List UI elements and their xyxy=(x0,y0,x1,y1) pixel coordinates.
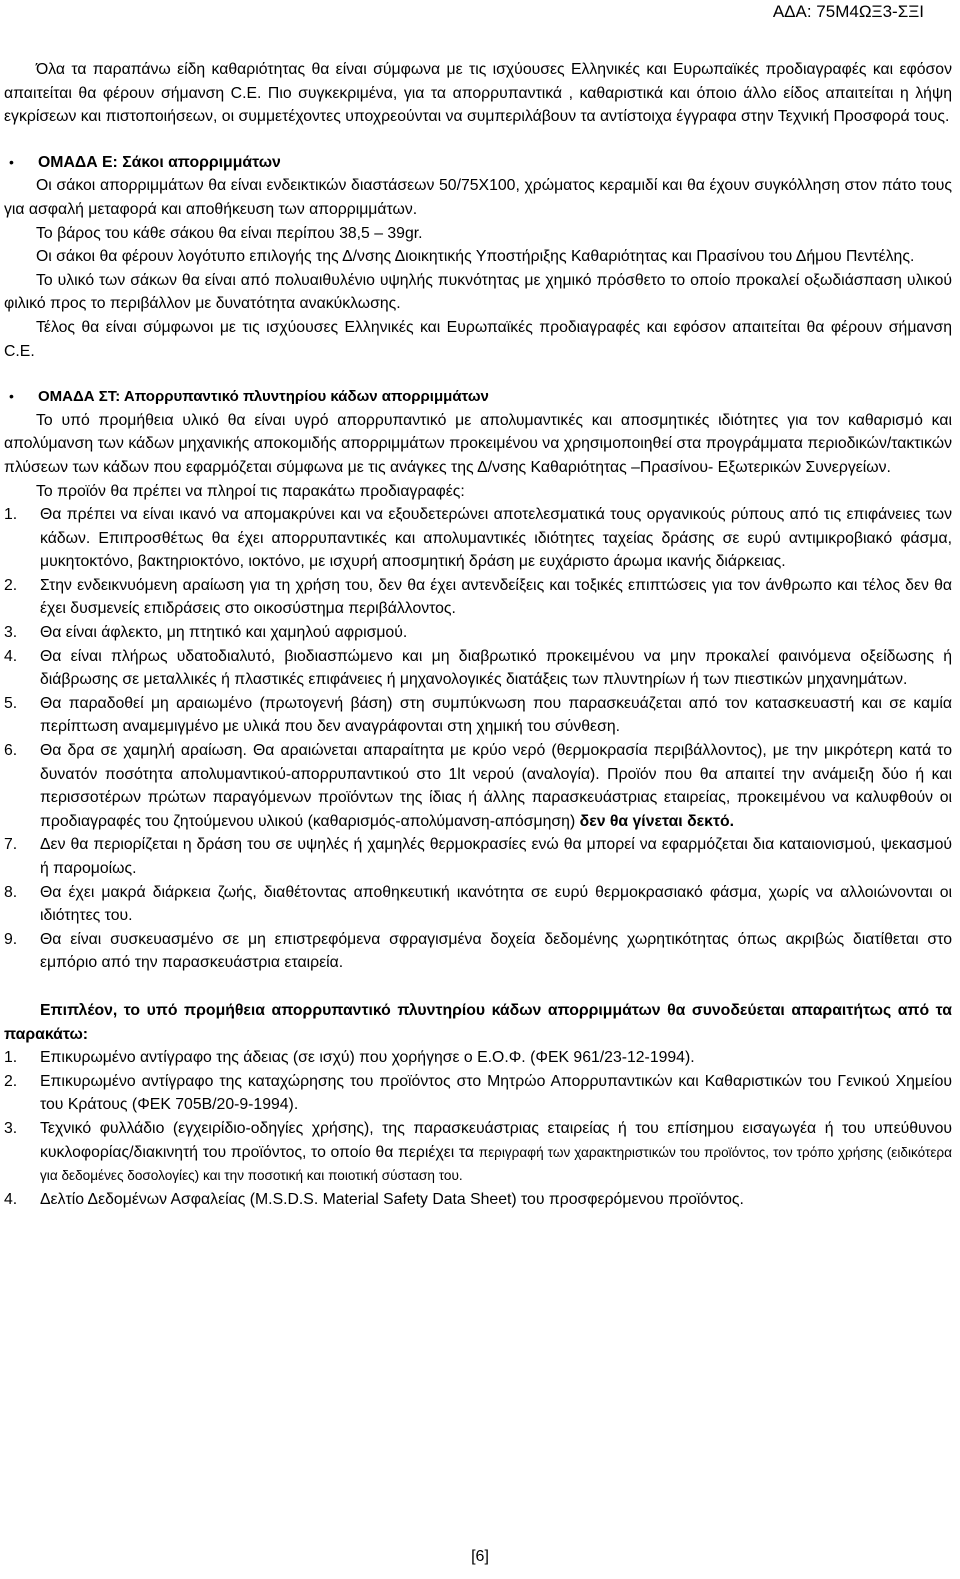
list-item xyxy=(4,1117,952,1188)
list-number: 2. xyxy=(4,576,18,594)
list-number: 3. xyxy=(4,1119,18,1137)
list-text-main: Θα δρα σε χαμηλή αραίωση. Θα αραιώνεται απαραίτητα με κρύο νερό (θερμοκρασία περιβάλλοντος), με την μικρότερη κατά το δυνατόν ποσότητα απολυμαντικού-απορρυπαντικού στο 1lt νερού (αναλογία). Προϊόν που θα απαιτεί την ανάμειξη δύο ή και περισσοτέρων πρώτων παραγόμενων προϊόντων της ίδιας ή άλλης παρασκευάστριας εταιρείας, προκειμένου να καλυφθούν οι προδιαγραφές του ζητούμενου υλικού (καθαρισμός-απολύμανση-απόσμηση) xyxy=(40,742,952,830)
group-e-paragraph-4: Το υλικό των σάκων θα είναι από πολυαιθυλένιο υψηλής πυκνότητας με χημικό πρόσθετο το οποίο προκαλεί οξωδιάσπαση υλικού φιλικό προς το περιβάλλον με δυνατότητα ανακύκλωσης. xyxy=(4,271,952,313)
intro-paragraph: Όλα τα παραπάνω είδη καθαριότητας θα είναι σύμφωνα με τις ισχύουσες Ελληνικές και Ευρωπαϊκές προδιαγραφές και εφόσον απαιτείται θα φέρουν σήμανση C.E. Πιο συγκεκριμένα, για τα απορρυπαντικά , καθαριστικά και όποιο άλλο είδος απαιτείται η λήψη εγκρίσεων και πιστοποιήσεων, οι συμμετέχοντες υποχρεούνται να συμπεριλάβουν τα αντίστοιχα έγγραφα στην Τεχνική Προσφορά τους. xyxy=(4,61,952,126)
list-item xyxy=(4,1188,952,1212)
list-item xyxy=(4,881,952,928)
group-e-paragraph-5: Τέλος θα είναι σύμφωνοι με τις ισχύουσες Ελληνικές και Ευρωπαϊκές προδιαγραφές και εφόσον απαιτείται θα φέρουν σήμανση C.E. xyxy=(4,318,952,360)
list-text xyxy=(40,739,952,833)
list-text: Στην ενδεικνυόμενη αραίωση για τη χρήση του, δεν θα έχει αντενδείξεις και τοξικές επιπτώσεις για τον άνθρωπο και τέλος δεν θα έχει δυσμενείς επιδράσεις στο οικοσύστημα περιβάλλοντος. xyxy=(40,576,952,618)
group-st-paragraph-2: Το προϊόν θα πρέπει να πληροί τις παρακάτω προδιαγραφές: xyxy=(36,482,465,500)
group-e-heading xyxy=(4,151,952,175)
list-text: Θα έχει μακρά διάρκεια ζωής, διαθέτοντας αποθηκευτική ικανότητα σε ευρύ θερμοκρασιακό φάσμα, χωρίς να αλλοιώνονται οι ιδιότητες του. xyxy=(40,883,952,925)
group-st-heading xyxy=(4,385,952,409)
list-number: 9. xyxy=(4,930,18,948)
ada-code: ΑΔΑ: 75Μ4ΩΞ3-ΣΞΙ xyxy=(772,2,924,21)
list-item xyxy=(4,574,952,621)
list-text: Θα είναι άφλεκτο, μη πτητικό και χαμηλού αφρισμού. xyxy=(40,624,408,642)
list-text: Δελτίο Δεδομένων Ασφαλείας (M.S.D.S. Material Safety Data Sheet) του προσφερόμενου προϊόντος. xyxy=(40,1190,744,1208)
list-text-bold: δεν θα γίνεται δεκτό. xyxy=(579,812,735,830)
additional-heading: Επιπλέον, το υπό προμήθεια απορρυπαντικό πλυντηρίου κάδων απορριμμάτων θα συνοδεύεται απαραιτήτως από τα παρακάτω: xyxy=(4,1001,952,1043)
list-item xyxy=(4,1070,952,1117)
list-item xyxy=(4,1046,952,1070)
list-text: Επικυρωμένο αντίγραφο της καταχώρησης του προϊόντος στο Μητρώο Απορρυπαντικών και Καθαριστικών του Γενικού Χημείου του Κράτους (ΦΕΚ 705Β/20-9-1994). xyxy=(40,1072,952,1114)
list-text: Θα παραδοθεί μη αραιωμένο (πρωτογενή βάση) στη συμπύκνωση που παρασκευάζεται από τον κατασκευαστή και σε καμία περίπτωση αναμεμιγμένο με υλικά που δεν αναγράφονται στη χημική του σύνθεση. xyxy=(40,694,952,736)
spec-list xyxy=(4,503,952,975)
list-item xyxy=(4,833,952,880)
list-text: Θα είναι πλήρως υδατοδιαλυτό, βιοδιασπώμενο και μη διαβρωτικό προκειμένου να μην προκαλεί φαινόμενα οξείδωσης ή διάβρωσης σε μεταλλικές ή πλαστικές επιφάνειες ή μηχανολογικές διατάξεις των πλυντηρίων ή των πιεστικών μηχανημάτων. xyxy=(40,647,952,689)
list-item xyxy=(4,503,952,574)
list-number: 8. xyxy=(4,883,18,901)
documents-list xyxy=(4,1046,952,1211)
group-e-paragraph-2: Το βάρος του κάθε σάκου θα είναι περίπου 38,5 – 39gr. xyxy=(36,224,423,242)
list-item xyxy=(4,739,952,833)
list-number: 4. xyxy=(4,1190,18,1208)
list-number: 4. xyxy=(4,647,18,665)
list-item xyxy=(4,692,952,739)
list-number: 2. xyxy=(4,1072,18,1090)
list-number: 7. xyxy=(4,836,18,854)
list-number: 1. xyxy=(4,506,18,524)
list-item xyxy=(4,928,952,975)
list-text-small: περιγραφή των χαρακτηριστικών του προϊόντος, τον τρόπο χρήσης (ειδικότερα για δεδομένες δοσολογίες) και την ποσοτική και ποιοτική σύσταση του. xyxy=(40,1144,952,1184)
list-number: 5. xyxy=(4,694,18,712)
bullet-icon: • xyxy=(9,388,14,405)
group-e-paragraph-3: Οι σάκοι θα φέρουν λογότυπο επιλογής της Δ/νσης Διοικητικής Υποστήριξης Καθαριότητας και Πρασίνου του Δήμου Πεντέλης. xyxy=(36,248,915,266)
list-text xyxy=(40,1117,952,1188)
list-number: 6. xyxy=(4,742,18,760)
list-number: 1. xyxy=(4,1049,18,1067)
list-item xyxy=(4,621,952,645)
bullet-icon: • xyxy=(9,153,14,170)
group-st-title: ΟΜΑΔΑ ΣΤ: Απορρυπαντικό πλυντηρίου κάδων απορριμμάτων xyxy=(38,388,489,406)
document-body xyxy=(4,58,952,1211)
list-text: Δεν θα περιορίζεται η δράση του σε υψηλές ή χαμηλές θερμοκρασίες ενώ θα μπορεί να εφαρμόζεται δια καταιονισμού, ψεκασμού ή παρομοίως. xyxy=(40,836,952,877)
list-item xyxy=(4,645,952,692)
group-e-title: ΟΜΑΔΑ Ε: Σάκοι απορριμμάτων xyxy=(38,153,281,171)
group-st-paragraph-1: Το υπό προμήθεια υλικό θα είναι υγρό απορρυπαντικό με απολυμαντικές και αποσμητικές ιδιότητες για τον καθαρισμό και απολύμανση των κάδων μηχανικής αποκομιδής απορριμμάτων προκειμένου να χρησιμοποιηθεί στα προγράμματα περιοδικών/τακτικών πλύσεων των κάδων που εφαρμόζεται σύμφωνα με τις ανάγκες της Δ/νσης Καθαριότητας –Πρασίνου- Εξωτερικών Συνεργείων. xyxy=(4,411,952,476)
list-number: 3. xyxy=(4,624,18,642)
page-number: [6] xyxy=(471,1548,489,1565)
list-text: Επικυρωμένο αντίγραφο της άδειας (σε ισχύ) που χορήγησε ο Ε.Ο.Φ. (ΦΕΚ 961/23-12-1994). xyxy=(40,1049,695,1067)
list-text-main: Τεχνικό φυλλάδιο (εγχειρίδιο-οδηγίες χρήσης), της παρασκευάστριας εταιρείας ή του επίσημου εισαγωγέα ή του υπεύθυνου κυκλοφορίας/διακινητή του προϊόντος, το οποίο θα περιέχει τα xyxy=(40,1119,952,1161)
list-text: Θα είναι συσκευασμένο σε μη επιστρεφόμενα σφραγισμένα δοχεία δεδομένης χωρητικότητας όπως ακριβώς διατίθεται στο εμπόριο από την παρασκευάστρια εταιρεία. xyxy=(40,930,952,972)
list-text: Θα πρέπει να είναι ικανό να απομακρύνει και να εξουδετερώνει αποτελεσματικά τους οργανικούς ρύπους από τις επιφάνειες των κάδων. Επιπροσθέτως θα έχει απορρυπαντικές και απολυμαντικές ιδιότητες ταχείας δράσης σε ευρύ αντιμικροβιακό φάσμα, μυκητοκτόνο, βακτηριοκτόνο, ιοκτόνο, με ισχυρή αποσμητική δράση με ευχάριστο άρωμα ικανής διάρκειας. xyxy=(40,506,952,571)
group-e-paragraph-1: Οι σάκοι απορριμμάτων θα είναι ενδεικτικών διαστάσεων 50/75Χ100, χρώματος κεραμιδί και θα έχουν συγκόλληση στον πάτο τους για ασφαλή μεταφορά και αποθήκευση των απορριμμάτων. xyxy=(4,177,952,218)
